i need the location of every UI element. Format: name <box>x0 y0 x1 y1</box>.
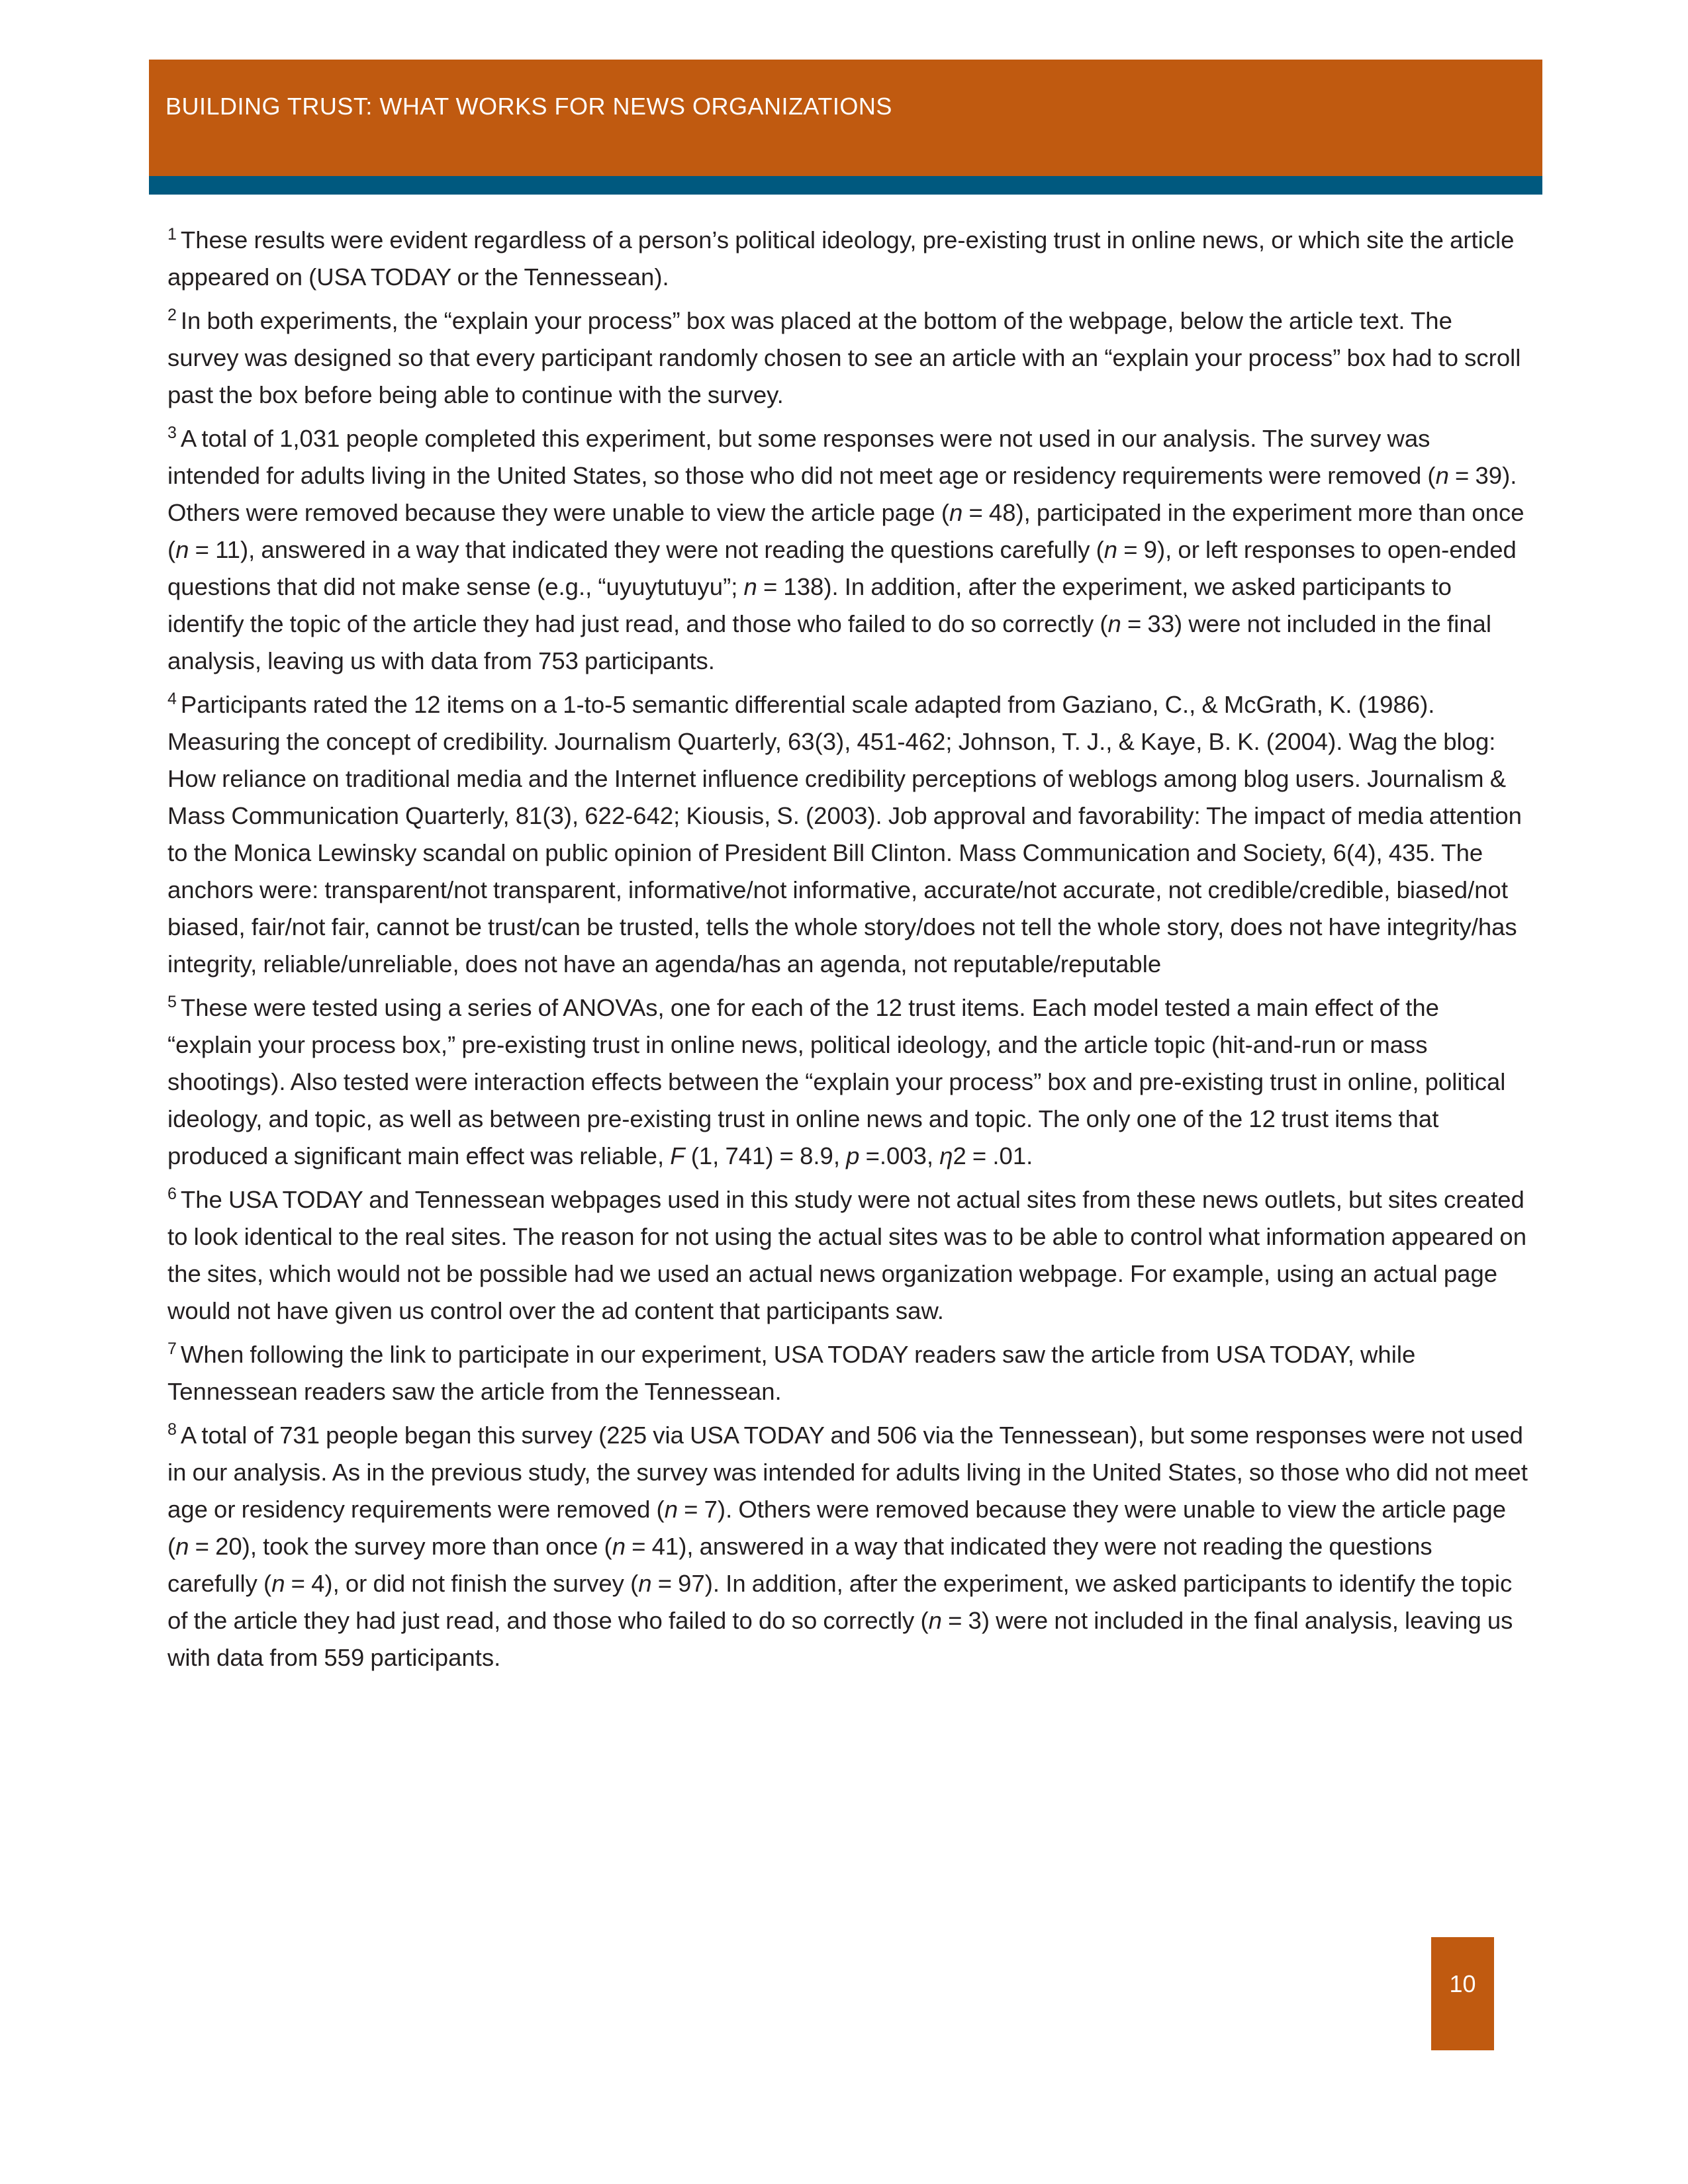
stat-symbol-n: n <box>949 499 963 526</box>
footnote-text: = 3) were not included in the final analysis, leaving us with data from 559 participants. <box>167 1607 1513 1671</box>
stat-symbol-eta: η <box>939 1142 953 1169</box>
footnote-3 <box>167 420 1528 680</box>
header-stripe <box>149 176 1542 195</box>
footnote-text: 2 = .01. <box>953 1142 1033 1169</box>
footnote-marker: 5 <box>167 993 177 1011</box>
stat-symbol-f: F <box>670 1142 685 1169</box>
footnote-marker: 8 <box>167 1420 177 1439</box>
footnote-text: (1, 741) = 8.9, <box>684 1142 847 1169</box>
stat-symbol-n: n <box>1103 536 1118 563</box>
footnote-text: = 11), answered in a way that indicated they were not reading the questions carefully ( <box>189 536 1104 563</box>
footnote-text: A total of 1,031 people completed this experiment, but some responses were not used in our analysis. The survey was intended for adults living in the United States, so those who did not meet age or residency requirements were removed ( <box>167 425 1436 489</box>
footnote-text: A total of 731 people began this survey (225 via USA TODAY and 506 via the Tennessean), but some responses were not used in our analysis. As in the previous study, the survey was intended for adults living in the United States, so those who did not meet age or residency requirements were removed ( <box>167 1422 1528 1523</box>
stat-symbol-n: n <box>271 1570 285 1597</box>
stat-symbol-n: n <box>928 1607 942 1634</box>
footnote-8 <box>167 1417 1528 1676</box>
stat-symbol-n: n <box>1435 462 1449 489</box>
footnote-text: These results were evident regardless of a person’s political ideology, pre-existing trust in online news, or which site the article appeared on (USA TODAY or the Tennessean). <box>167 226 1515 291</box>
footnote-2 <box>167 302 1528 414</box>
stat-symbol-n: n <box>638 1570 652 1597</box>
footnote-text: = 9), or left responses to open-ended questions that did not make sense (e.g., “uyuytutuyu”; <box>167 536 1517 600</box>
footnote-text: = 39). Others were removed because they were unable to view the article page ( <box>167 462 1517 526</box>
header-band <box>149 60 1542 176</box>
footnote-4 <box>167 686 1528 983</box>
footnote-text: = 7). Others were removed because they were unable to view the article page ( <box>167 1496 1507 1560</box>
running-header-title: BUILDING TRUST: WHAT WORKS FOR NEWS ORGANIZATIONS <box>165 93 892 120</box>
footnote-text: = 48), participated in the experiment more than once ( <box>167 499 1524 563</box>
footnote-text: = 41), answered in a way that indicated they were not reading the questions carefully ( <box>167 1533 1432 1597</box>
footnotes-section <box>167 222 1528 1683</box>
footnote-6 <box>167 1181 1528 1330</box>
footnote-marker: 4 <box>167 690 177 708</box>
footnote-marker: 2 <box>167 306 177 324</box>
footnote-7 <box>167 1336 1528 1410</box>
footnote-text: = 20), took the survey more than once ( <box>189 1533 612 1560</box>
footnote-marker: 3 <box>167 424 177 442</box>
footnote-marker: 6 <box>167 1185 177 1203</box>
footnote-text: = 4), or did not finish the survey ( <box>285 1570 639 1597</box>
footnote-5 <box>167 989 1528 1175</box>
stat-symbol-n: n <box>1107 610 1121 637</box>
footnote-text: =.003, <box>859 1142 940 1169</box>
stat-symbol-n: n <box>612 1533 626 1560</box>
page-number: 10 <box>1449 1970 1476 1997</box>
footnote-text: Participants rated the 12 items on a 1-to-5 semantic differential scale adapted from Gaziano, C., & McGrath, K. (1986). Measuring the concept of credibility. Journalism Quarterly, 63(3), 451-462; Johnson, T. J., & Kaye, B. K. (2004). Wag the blog: How reliance on traditional media and the Internet influence credibility perceptions of weblogs among blog users. Journalism & Mass Communication Quarterly, 81(3), 622-642; Kiousis, S. (2003). Job approval and favorability: The impact of media attention to the Monica Lewinsky scandal on public opinion of President Bill Clinton. Mass Communication and Society, 6(4), 435. The anchors were: transparent/not transparent, informative/not informative, accurate/not accurate, not credible/credible, biased/not biased, fair/not fair, cannot be trust/can be trusted, tells the whole story/does not tell the whole story, does not have integrity/has integrity, reliable/unreliable, does not have an agenda/has an agenda, not reputable/reputable <box>167 691 1522 978</box>
footnote-marker: 7 <box>167 1340 177 1358</box>
stat-symbol-n: n <box>664 1496 679 1523</box>
page-number-box <box>1431 1937 1494 2050</box>
footnote-text: In both experiments, the “explain your process” box was placed at the bottom of the webpage, below the article text. The survey was designed so that every participant randomly chosen to see an article with an “explain your process” box had to scroll past the box before being able to continue with the survey. <box>167 307 1521 408</box>
stat-symbol-p: p <box>846 1142 860 1169</box>
footnote-text: When following the link to participate in our experiment, USA TODAY readers saw the article from USA TODAY, while Tennessean readers saw the article from the Tennessean. <box>167 1341 1416 1405</box>
footnote-text: = 97). In addition, after the experiment, we asked participants to identify the topic of the article they had just read, and those who failed to do so correctly ( <box>167 1570 1513 1634</box>
footnote-marker: 1 <box>167 225 177 244</box>
stat-symbol-n: n <box>175 1533 189 1560</box>
footnote-text: = 138). In addition, after the experiment, we asked participants to identify the topic of the article they had just read, and those who failed to do so correctly ( <box>167 573 1452 637</box>
footnote-text: = 33) were not included in the final analysis, leaving us with data from 753 participants. <box>167 610 1491 674</box>
footnote-text: The USA TODAY and Tennessean webpages used in this study were not actual sites from these news outlets, but sites created to look identical to the real sites. The reason for not using the actual sites was to be able to control what information appeared on the sites, which would not be possible had we used an actual news organization webpage. For example, using an actual page would not have given us control over the ad content that participants saw. <box>167 1186 1527 1324</box>
footnote-1 <box>167 222 1528 296</box>
footnote-text: These were tested using a series of ANOVAs, one for each of the 12 trust items. Each model tested a main effect of the “explain your process box,” pre-existing trust in online news, political ideology, and the article topic (hit-and-run or mass shootings). Also tested were interaction effects between the “explain your process” box and pre-existing trust in online, political ideology, and topic, as well as between pre-existing trust in online news and topic. The only one of the 12 trust items that produced a significant main effect was reliable, <box>167 994 1506 1169</box>
stat-symbol-n: n <box>743 573 757 600</box>
stat-symbol-n: n <box>175 536 189 563</box>
